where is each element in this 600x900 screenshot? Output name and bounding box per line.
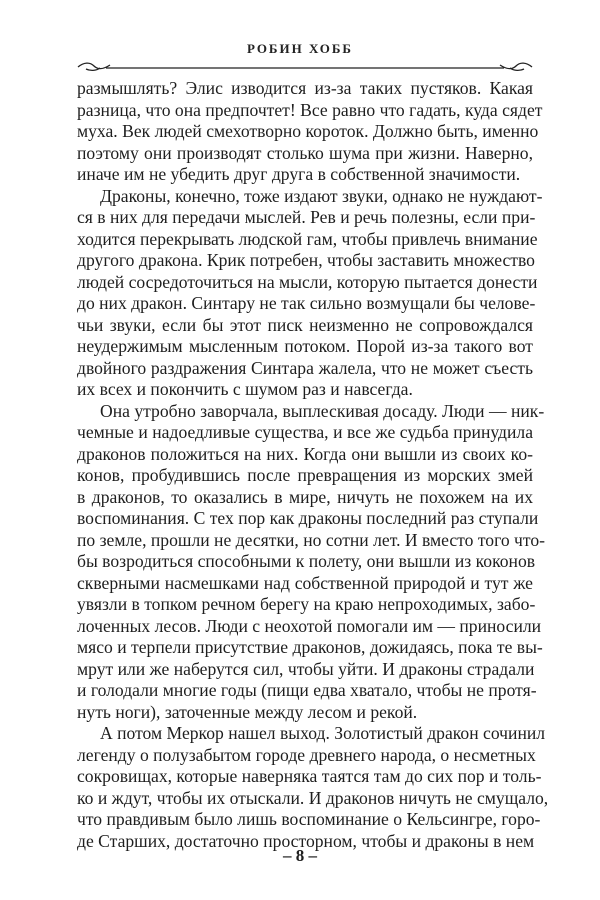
- text-line: и голодали многие годы (пищи едва хватало, чтобы не протя-: [77, 680, 537, 700]
- text-line: их всех и покончить с шумом раз и навсегда.: [77, 379, 413, 399]
- paragraph: [77, 185, 543, 401]
- text-line: до них дракон. Синтару не так сильно возмущали бы челове-: [77, 293, 536, 313]
- text-line: мрут или же наберутся сил, чтобы уйти. И драконы страдали: [77, 658, 535, 679]
- text-line: сокровищах, которые наверняка таятся там до сих пор и толь-: [77, 766, 542, 786]
- text-line: неудержимым мысленным потоком. Порой из-за такого вот: [77, 336, 533, 356]
- running-header: РОБИН ХОББ: [246, 41, 354, 56]
- text-line: чемные и надоедливые существа, и все же судьба принудила: [77, 422, 533, 442]
- text-line: двойного раздражения Синтара жалела, что не может съесть: [77, 357, 533, 378]
- text-line: муха. Век людей смехотворно короток. Должно быть, именно: [77, 121, 539, 141]
- text-line: чьи звуки, если бы этот писк неизменно не сопровождался: [77, 314, 533, 335]
- text-line: ко и ждут, чтобы их отыскали. И драконов ничуть не смущало,: [77, 787, 549, 808]
- text-line: легенду о полузабытом городе древнего народа, о несметных: [77, 744, 536, 765]
- text-line: разница, что она предпочтет! Все равно что гадать, куда сядет: [77, 99, 543, 120]
- text-line: А потом Меркор нашел выход. Золотистый дракон сочинил: [100, 723, 546, 743]
- paragraph: [77, 78, 543, 186]
- text-line: иначе им не убедить друг друга в собственной значимости.: [77, 164, 521, 184]
- header-ornament-rule: [76, 60, 534, 72]
- text-line: ходится перекрывать людской гам, чтобы привлечь внимание: [77, 228, 538, 249]
- text-line: бы возродиться способными к полету, они вышли из коконов: [77, 551, 536, 571]
- text-line: воспоминания. С тех пор как драконы последний раз ступали: [77, 508, 539, 528]
- paragraph: [77, 400, 546, 724]
- text-line: в драконов, то оказались в мире, ничуть не похожем на их: [77, 486, 533, 507]
- paragraph: [77, 723, 549, 852]
- text-line: Драконы, конечно, тоже издают звуки, однако не нуждают-: [100, 185, 543, 206]
- text-line: размышлять? Элис изводится из-за таких пустяков. Какая: [77, 78, 533, 98]
- text-line: ся в них для передачи мыслей. Рев и речь полезны, если при-: [77, 207, 536, 227]
- text-line: что правдивым было лишь воспоминание о Кельсингре, горо-: [77, 809, 541, 829]
- text-line: увязли в топком речном берегу на краю непроходимых, забо-: [77, 594, 536, 614]
- page-number: – 8 –: [283, 846, 317, 865]
- text-line: нуть ноги), заточенные между лесом и рекой.: [77, 701, 418, 722]
- text-line: скверными насмешками над собственной природой и тут же: [77, 572, 533, 593]
- text-line: Она утробно заворчала, выплескивая досаду. Люди — ник-: [100, 400, 545, 421]
- text-line: драконов положиться на них. Когда они вышли из своих ко-: [77, 443, 533, 464]
- text-line: людей сосредоточиться на мысли, которую пытается донести: [77, 271, 538, 292]
- text-line: де Старших, достаточно просторном, чтобы и драконы в нем: [77, 830, 535, 851]
- text-line: другого дракона. Крик потребен, чтобы заставить множество: [77, 250, 535, 270]
- text-line: поэтому они производят столько шума при жизни. Наверно,: [77, 142, 533, 163]
- text-line: конов, пробудившись после превращения из морских змей: [77, 465, 533, 485]
- text-line: мясо и терпели присутствие драконов, дожидаясь, пока те вы-: [77, 637, 543, 657]
- text-line: лоченных лесов. Люди с неохотой помогали им — приносили: [77, 615, 542, 636]
- text-line: по земле, прошли не десятки, но сотни лет. И вместо того что-: [77, 529, 546, 550]
- body-text: [77, 78, 549, 852]
